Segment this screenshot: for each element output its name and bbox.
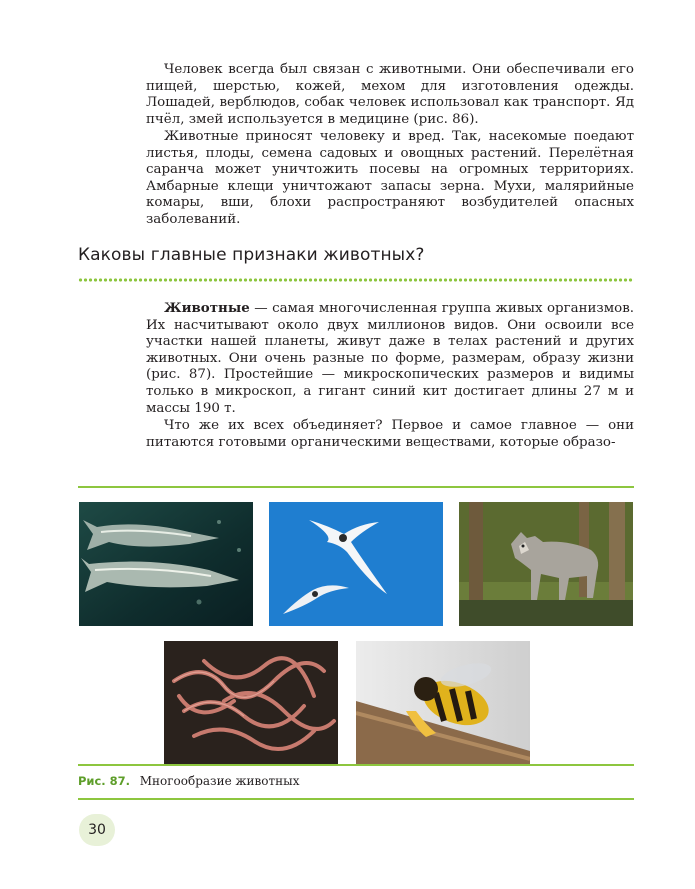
section-paragraph-1 (146, 300, 634, 417)
section-paragraph-1-text: — самая многочисленная группа живых организмов. Их насчитывают около двух миллионов видов. Они освоили все участки нашей планеты, живут даже в телах растений и других животных. Они очень разные по форме, размерам, образу жизни (рис. 87). Простейшие — микроскопических размеров и видимы только в микроскоп, а гигант синий кит достигает длины 27 м и массы 190 т. (146, 301, 634, 416)
section-heading: Каковы главные признаки животных? (78, 245, 425, 265)
caption-bottom-rule (78, 798, 634, 800)
photo-earthworms (164, 641, 338, 764)
figure-caption (78, 774, 299, 788)
figure-caption-text: Многообразие животных (139, 774, 300, 788)
intro-paragraph-1: Человек всегда был связан с животными. Они обеспечивали его пищей, шерстью, кожей, мехом для изготовления одежды. Лошадей, верблюдов, собак человек использовал как транспорт. Яд пчёл, змей используется в медицине (рис. 86). (146, 62, 634, 127)
figure-label: Рис. 87. (78, 774, 131, 788)
page-number: 30 (79, 814, 115, 846)
term-animals: Животные (164, 300, 250, 316)
photo-wolf (459, 502, 633, 626)
photo-wasp (356, 641, 530, 764)
photo-seagulls (269, 502, 443, 626)
figure-bottom-rule (78, 764, 634, 766)
section-paragraph-2: Что же их всех объединяет? Первое и самое главное — они питаются готовыми органическими веществами, которые образо- (146, 418, 634, 450)
heading-dotted-rule (78, 277, 634, 283)
intro-paragraph-2: Животные приносят человеку и вред. Так, насекомые поедают листья, плоды, семена садовых и овощных растений. Перелётная саранча может уничтожить посевы на огромных территориях. Амбарные клещи уничтожают запасы зерна. Мухи, малярийные комары, вши, блохи распространяют возбудителей опасных заболеваний. (146, 129, 634, 227)
figure-top-rule (78, 486, 634, 488)
photo-sturgeon (79, 502, 253, 626)
